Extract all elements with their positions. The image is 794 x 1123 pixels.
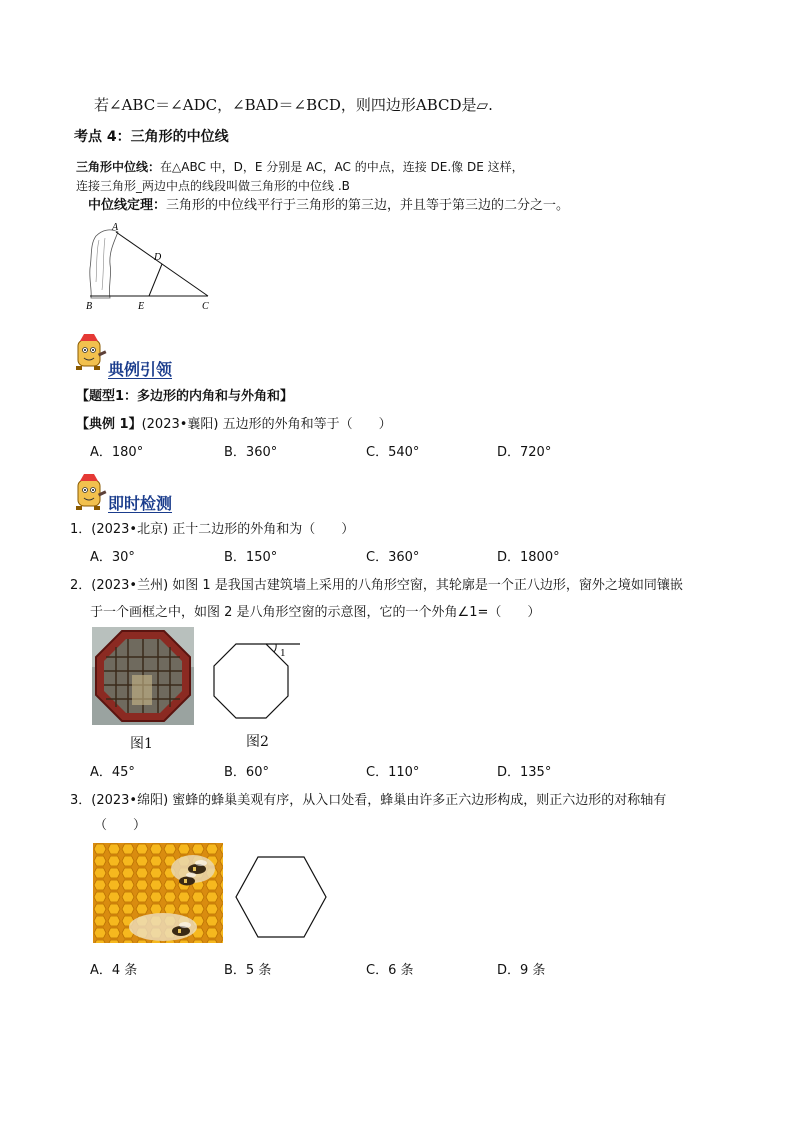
mascot-icon	[72, 472, 108, 512]
q3-option-c[interactable]: C．6 条	[366, 963, 414, 978]
q1-option-c[interactable]: C．360°	[366, 550, 420, 565]
q2-option-d[interactable]: D．135°	[497, 765, 552, 780]
angle-1-label: 1	[280, 647, 286, 659]
figure-2-caption: 图2	[246, 734, 269, 750]
sketch-hatching	[96, 238, 105, 290]
theorem-text: 三角形的中位线平行于三角形的第三边，并且等于第三边的二分之一。	[166, 198, 570, 213]
honeycomb-photo	[93, 843, 223, 943]
label-d: D	[154, 252, 162, 263]
question-type-label: 【题型1：多边形的内角和与外角和】	[76, 389, 294, 404]
label-a: A	[112, 222, 119, 233]
question-3-line1: 3．(2023•绵阳) 蜜蜂的蜂巢美观有序，从入口处看，蜂巢由许多正六边形构成，则正六边形的对称轴有	[70, 793, 667, 808]
midline-theorem	[88, 194, 569, 213]
label-b: B	[86, 301, 93, 312]
example-option-c[interactable]: C．540°	[366, 445, 420, 460]
q3-option-d[interactable]: D．9 条	[497, 963, 546, 978]
q2-option-a[interactable]: A．45°	[90, 765, 135, 780]
question-3-line2: （ ）	[94, 818, 147, 833]
example-text: (2023•襄阳) 五边形的外角和等于（ ）	[141, 417, 392, 432]
definition-text: 在△ABC 中，D，E 分别是 AC，AC 的中点，连接 DE.像 DE 这样，	[160, 160, 524, 174]
example-option-d[interactable]: D．720°	[497, 445, 552, 460]
q3-option-b[interactable]: B．5 条	[224, 963, 272, 978]
example-option-b[interactable]: B．360°	[224, 445, 278, 460]
midline-definition-line2: 连接三角形_两边中点的线段叫做三角形的中位线 .B	[76, 179, 350, 193]
example-prefix: 【典例 1】	[76, 417, 142, 432]
octagon-window-photo	[92, 627, 194, 725]
triangle-midline-figure	[82, 220, 222, 312]
label-c: C	[202, 301, 209, 312]
q2-option-b[interactable]: B．60°	[224, 765, 269, 780]
midline-definition-line1	[76, 158, 524, 175]
question-2-line1: 2．(2023•兰州) 如图 1 是我国古建筑墙上采用的八角形空窗，其轮廓是一个正八边形，窗外之境如同镶嵌	[70, 578, 683, 593]
theorem-label: 中位线定理：	[88, 198, 167, 213]
q1-option-d[interactable]: D．1800°	[497, 550, 560, 565]
figure-1-caption: 图1	[130, 736, 153, 752]
q2-option-c[interactable]: C．110°	[366, 765, 420, 780]
intro-line: 若∠ABC＝∠ADC，∠BAD＝∠BCD，则四边形ABCD是▱.	[94, 96, 493, 114]
section-title-kaodian4: 考点 4：三角形的中位线	[74, 129, 229, 145]
q1-option-a[interactable]: A．30°	[90, 550, 135, 565]
question-2-line2: 于一个画框之中，如图 2 是八角形空窗的示意图，它的一个外角∠1=（ ）	[90, 605, 541, 620]
q1-option-b[interactable]: B．150°	[224, 550, 278, 565]
sketch-shape	[90, 230, 118, 298]
example-option-a[interactable]: A．180°	[90, 445, 144, 460]
midline-de	[149, 264, 162, 296]
mascot-icon	[72, 332, 108, 372]
definition-label: 三角形中位线：	[76, 160, 161, 174]
octagon-diagram	[208, 640, 308, 724]
hexagon-diagram	[234, 855, 328, 939]
label-e: E	[138, 301, 145, 312]
section-title-check: 即时检测	[108, 494, 173, 513]
q3-option-a[interactable]: A．4 条	[90, 963, 138, 978]
question-1: 1．(2023•北京) 正十二边形的外角和为（ ）	[70, 522, 355, 537]
example-question	[76, 413, 392, 432]
section-title-example: 典例引领	[108, 360, 173, 379]
